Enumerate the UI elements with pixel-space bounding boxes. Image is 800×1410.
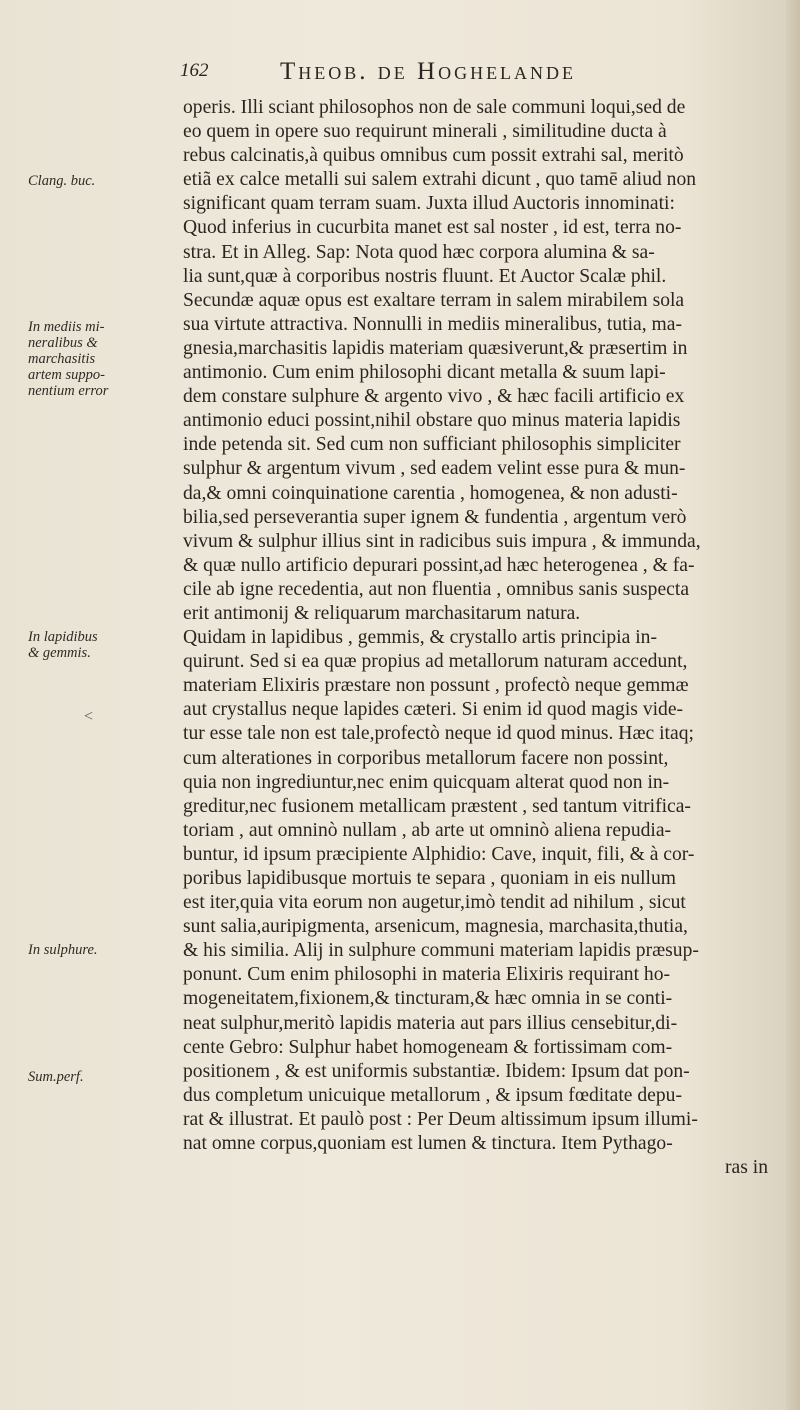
text-line: sulphur & argentum vivum , sed eadem velint esse pura & mun- <box>183 458 686 480</box>
text-line: tur esse tale non est tale,profectò neque id quod minus. Hæc itaq; <box>183 723 694 745</box>
text-line: antimonio. Cum enim philosophi dicant metalla & suum lapi- <box>183 362 666 384</box>
text-line: da,& omni coinquinatione carentia , homogenea, & non adusti- <box>183 482 678 504</box>
text-line: nat omne corpus,quoniam est lumen & tinctura. Item Pythago- <box>183 1133 673 1155</box>
text-line: dem constare sulphure & argento vivo , & hæc facili artificio ex <box>183 386 685 408</box>
margin-note-line: marchasitis <box>28 351 96 367</box>
margin-note-line: artem suppo- <box>28 367 105 383</box>
text-line: etiã ex calce metalli sui salem extrahi dicunt , quo tamē aliud non <box>183 169 697 191</box>
text-line: positionem , & est uniformis substantiæ. Ibidem: Ipsum dat pon- <box>183 1060 690 1082</box>
text-line: materiam Elixiris præstare non possunt , profectò neque gemmæ <box>183 675 689 697</box>
margin-note-mineralibus <box>28 319 108 399</box>
text-line: stra. Et in Alleg. Sap: Nota quod hæc corpora alumina & sa- <box>183 241 655 263</box>
text-line: buntur, id ipsum præcipiente Alphidio: Cave, inquit, fili, & à cor- <box>183 843 695 865</box>
text-line: & quæ nullo artificio depurari possint,ad hæc heterogenea , & fa- <box>183 554 695 576</box>
text-line: cente Gebro: Sulphur habet homogeneam & fortissimam com- <box>183 1036 673 1058</box>
text-line: & his similia. Alij in sulphure communi materiam lapidis præsup- <box>183 940 699 962</box>
margin-note-line: In lapidibus <box>28 629 98 645</box>
running-title: Theob. de Hoghelande <box>280 58 577 85</box>
text-line: Secundæ aquæ opus est exaltare terram in salem mirabilem sola <box>183 289 685 311</box>
text-line: sunt salia,auripigmenta, arsenicum, magnesia, marchasita,thutia, <box>183 916 688 938</box>
text-line: quia non ingrediuntur,nec enim quicquam alterat quod non in- <box>183 771 670 793</box>
text-line: toriam , aut omninò nullam , ab arte ut omninò aliena repudia- <box>183 819 672 841</box>
text-line: aut crystallus neque lapides cæteri. Si enim id quod magis vide- <box>183 699 684 721</box>
margin-note-line: nentium error <box>28 383 109 399</box>
text-line: neat sulphur,meritò lapidis materia aut pars illius censebitur,di- <box>183 1012 678 1034</box>
text-line: vivum & sulphur illius sint in radicibus suis impura , & immunda, <box>183 530 701 552</box>
margin-note-clang: Clang. buc. <box>28 173 96 189</box>
text-line: operis. Illi sciant philosophos non de sale communi loqui,sed de <box>183 97 686 118</box>
margin-note-sum-perf: Sum.perf. <box>28 1069 84 1085</box>
text-line: sua virtute attractiva. Nonnulli in mediis mineralibus, tutia, ma- <box>183 313 682 335</box>
margin-note-line: In mediis mi- <box>28 319 105 335</box>
text-line: erit antimonij & reliquarum marchasitarum natura. <box>183 602 581 624</box>
text-line: antimonio educi possint,nihil obstare quo minus materia lapidis <box>183 410 681 432</box>
text-line: inde petenda sit. Sed cum non sufficiant philosophis simpliciter <box>183 434 681 456</box>
text-line: Quidam in lapidibus , gemmis, & crystallo artis principia in- <box>183 627 657 649</box>
text-line: Quod inferius in cucurbita manet est sal noster , id est, terra no- <box>183 217 682 239</box>
text-line: gnesia,marchasitis lapidis materiam quæsiverunt,& præsertim in <box>183 337 688 359</box>
page-header <box>180 58 740 92</box>
text-line: cum alterationes in corporibus metallorum facere non possint, <box>183 747 669 769</box>
text-line: significant quam terram suam. Juxta illud Auctoris innominati: <box>183 193 675 215</box>
text-line: est iter,quia vita eorum non augetur,imò tendit ad nihilum , sicut <box>183 892 686 914</box>
text-line: bilia,sed perseverantia super ignem & fundentia , argentum verò <box>183 506 687 528</box>
text-line: poribus lapidibusque mortuis te separa , quoniam in eis nullum <box>183 868 677 889</box>
margin-note-sulphure: In sulphure. <box>28 942 98 958</box>
text-line: dus completum unicuique metallorum , & ipsum fœditate depu- <box>183 1084 682 1106</box>
text-line: quirunt. Sed si ea quæ propius ad metallorum naturam accedunt, <box>183 651 688 673</box>
text-line: mogeneitatem,fixionem,& tincturam,& hæc omnia in se conti- <box>183 988 673 1010</box>
text-line: lia sunt,quæ à corporibus nostris fluunt. Et Auctor Scalæ phil. <box>183 265 667 287</box>
text-line: eo quem in opere suo requirunt minerali , similitudine ducta à <box>183 121 667 143</box>
text-line: greditur,nec fusionem metallicam præstent , sed tantum vitrifica- <box>183 795 691 817</box>
text-line: rebus calcinatis,à quibus omnibus cum possit extrahi sal, meritò <box>183 145 684 167</box>
text-line: cile ab igne recedentia, aut non fluentia , omnibus sanis suspecta <box>183 578 690 600</box>
body-text <box>183 96 798 1180</box>
margin-note-lapidibus <box>28 629 98 661</box>
margin-mark: < <box>84 708 94 725</box>
catchword: ras in <box>725 1157 768 1179</box>
text-line: rat & illustrat. Et paulò post : Per Deum altissimum ipsum illumi- <box>183 1108 698 1130</box>
page-number: 162 <box>180 60 209 81</box>
margin-note-line: & gemmis. <box>28 645 91 661</box>
margin-note-line: neralibus & <box>28 335 98 351</box>
text-line: ponunt. Cum enim philosophi in materia Elixiris requirant ho- <box>183 964 671 986</box>
